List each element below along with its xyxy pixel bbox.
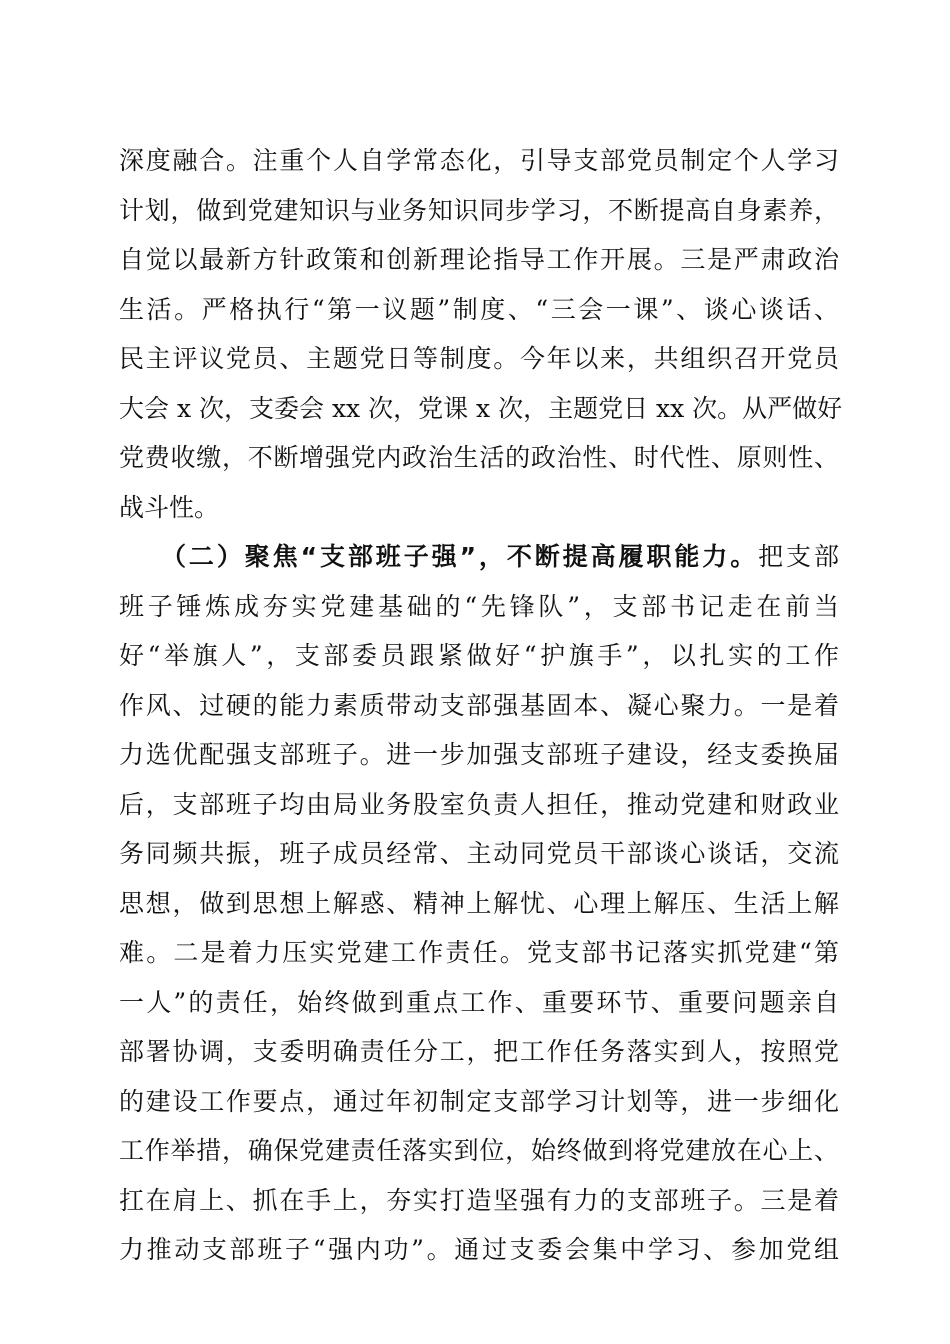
- paragraph-line: 工作举措，确保党建责任落实到位，始终做到将党建放在心上、: [119, 1136, 839, 1165]
- paragraph-line: 战斗性。: [119, 493, 220, 522]
- paragraph-line: 务同频共振，班子成员经常、主动同党员干部谈心谈话，交流: [119, 839, 839, 868]
- paragraph-line: 难。二是着力压实党建工作责任。党支部书记落实抓党建“第: [119, 938, 839, 967]
- section-heading: （二）聚焦“支部班子强”，不断提高履职能力。: [161, 542, 759, 571]
- paragraph-line: 力选优配强支部班子。进一步加强支部班子建设，经支委换届: [119, 740, 839, 769]
- section-heading-line: [161, 537, 839, 577]
- paragraph-line: 大会 x 次，支委会 xx 次，党课 x 次，主题党日 xx 次。从严做好: [119, 394, 843, 423]
- paragraph-line: 生活。严格执行“第一议题”制度、“三会一课”、谈心谈话、: [119, 295, 839, 324]
- paragraph-line: 后，支部班子均由局业务股室负责人担任，推动党建和财政业: [119, 790, 839, 819]
- paragraph-line: 班子锤炼成夯实党建基础的“先锋队”，支部书记走在前当: [119, 592, 839, 621]
- paragraph-line: 党费收缴，不断增强党内政治生活的政治性、时代性、原则性、: [119, 443, 839, 472]
- paragraph-line: 深度融合。注重个人自学常态化，引导支部党员制定个人学习: [119, 146, 839, 175]
- paragraph-line: 扛在肩上、抓在手上，夯实打造坚强有力的支部班子。三是着: [119, 1186, 839, 1215]
- paragraph-line: 的建设工作要点，通过年初制定支部学习计划等，进一步细化: [119, 1087, 839, 1116]
- paragraph-line: 力推动支部班子“强内功”。通过支委会集中学习、参加党组: [119, 1235, 839, 1264]
- paragraph-line: 计划，做到党建知识与业务知识同步学习，不断提高自身素养，: [119, 196, 839, 225]
- paragraph-line: 自觉以最新方针政策和创新理论指导工作开展。三是严肃政治: [119, 245, 839, 274]
- paragraph-line: 一人”的责任，始终做到重点工作、重要环节、重要问题亲自: [119, 988, 839, 1017]
- paragraph-line: 作风、过硬的能力素质带动支部强基固本、凝心聚力。一是着: [119, 691, 839, 720]
- paragraph-line: 思想，做到思想上解惑、精神上解忧、心理上解压、生活上解: [119, 889, 839, 918]
- heading-line-rest: 把支部: [758, 542, 839, 571]
- paragraph-line: 部署协调，支委明确责任分工，把工作任务落实到人，按照党: [119, 1037, 839, 1066]
- paragraph-line: 民主评议党员、主题党日等制度。今年以来，共组织召开党员: [119, 344, 839, 373]
- paragraph-line: 好“举旗人”，支部委员跟紧做好“护旗手”，以扎实的工作: [119, 641, 839, 670]
